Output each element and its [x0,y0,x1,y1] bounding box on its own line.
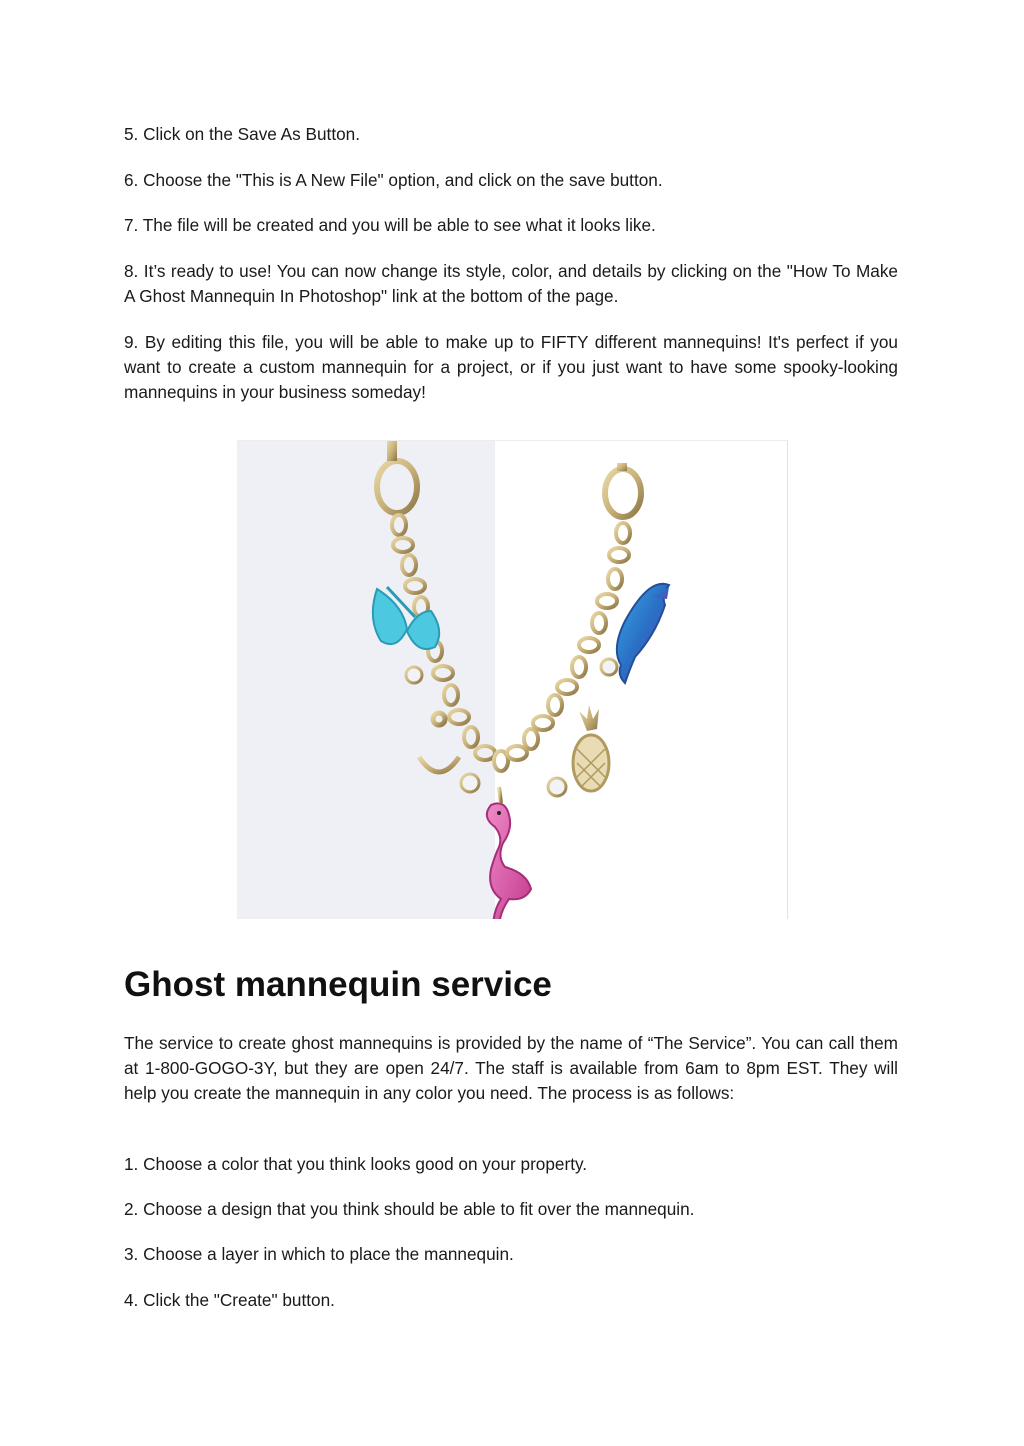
service-step-2: 2. Choose a design that you think should be able to fit over the mannequin. [124,1199,695,1219]
left-clasp-ring [377,441,417,513]
service-step-1: 1. Choose a color that you think looks good on your property. [124,1154,588,1174]
service-step-4: 4. Click the "Create" button. [124,1290,335,1310]
step-9: 9. By editing this file, you will be able to make up to FIFTY different mannequins! It's perfect if you want to create a custom mannequin for a project, or if you just want to have some spooky-looking mannequins in your business someday! [124,332,898,402]
step-5: 5. Click on the Save As Button. [124,124,360,144]
service-step-3: 3. Choose a layer in which to place the mannequin. [124,1244,514,1264]
step-8: 8. It’s ready to use! You can now change its style, color, and details by clicking on the "How To Make A Ghost Mannequin In Photoshop" link at the bottom of the page. [124,261,898,306]
necklace-illustration [237,441,787,919]
right-clasp-ring [605,463,641,517]
section-intro: The service to create ghost mannequins is provided by the name of “The Service”. You can call them at 1-800-GOGO-3Y, but they are open 24/7. The staff is available from 6am to 8pm EST. They will help you create the mannequin in any color you need. The process is as follows: [124,1033,898,1103]
flamingo-charm [487,787,531,919]
pineapple-charm [573,705,609,791]
bikini-charm [373,587,439,649]
section-heading: Ghost mannequin service [124,965,552,1004]
dolphin-charm [617,584,669,683]
step-6: 6. Choose the "This is A New File" option, and click on the save button. [124,170,663,190]
charm-necklace-photo [237,440,788,919]
step-7: 7. The file will be created and you will be able to see what it looks like. [124,215,656,235]
